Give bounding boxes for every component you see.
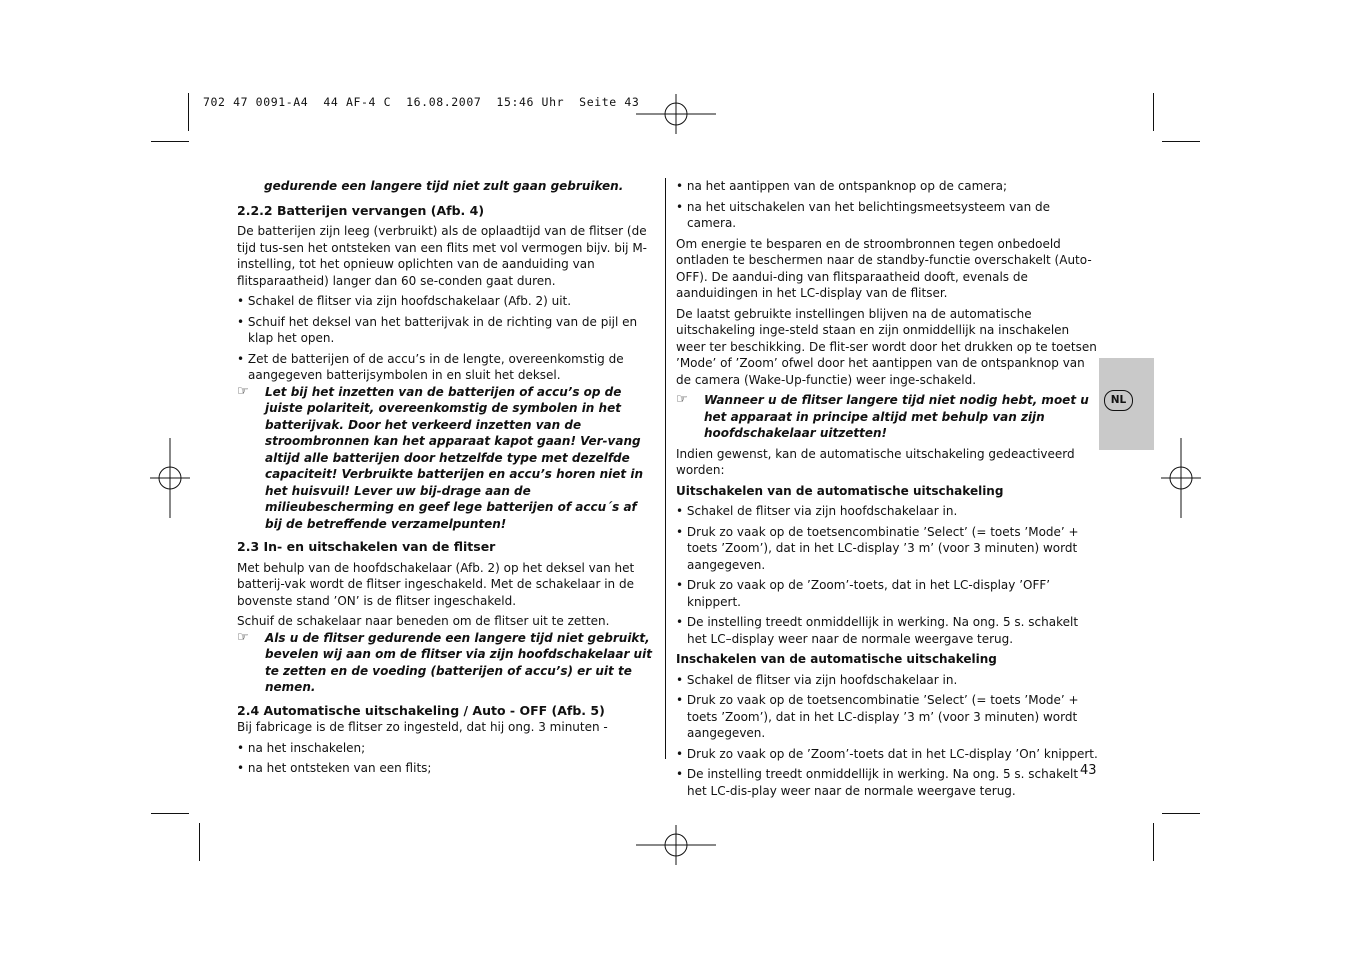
registration-mark-icon xyxy=(150,438,190,518)
pointing-hand-icon: ☞ xyxy=(237,629,249,645)
subheading-disable: Uitschakelen van de automatische uitschakeling xyxy=(676,483,1004,498)
right-column xyxy=(676,178,1100,799)
bullet-item: • Druk zo vaak op de toetsencombinatie ’Select’ (= toets ’Mode’ + toets ’Zoom’), dat in het LC-display ’3 m’ (voor 3 minuten) wordt aangegeven. xyxy=(676,693,1079,740)
pointing-hand-icon: ☞ xyxy=(237,383,249,399)
bullet-item: • Druk zo vaak op de toetsencombinatie ’Select’ (= toets ’Mode’ + toets ’Zoom’), dat in het LC-display ’3 m’ (voor 3 minuten) wordt aangegeven. xyxy=(676,524,1079,572)
note-block: ☞ Let bij het inzetten van de batterijen of accu’s op de juiste polariteit, overeenkomstig de symbolen in het batterijvak. Door het verkeerd inzetten van de stroombronnen kan het apparaat kapot gaan! Ver-vang altijd alle batterijen door hetzelfde type met dezelfde capaciteit! Verbruikte batterijen en accu’s horen niet in het huisvuil! Lever uw bij-drage aan de milieubescherming en geef lege batterijen of accu´s af bij de betreffende verzamelpunten! xyxy=(237,383,644,531)
subheading-enable: Inschakelen van de automatische uitschakeling xyxy=(676,652,997,666)
bullet-item: • Druk zo vaak op de ’Zoom’-toets, dat in het LC-display ’OFF’ knippert. xyxy=(676,578,1051,609)
note-block: ☞ Wanneer u de flitser langere tijd niet nodig hebt, moet u het apparaat in principe altijd met behulp van zijn hoofdschakelaar uitzetten! xyxy=(676,392,1089,440)
bullet-item: • De instelling treedt onmiddellijk in werking. Na ong. 5 s. schakelt het LC–display weer naar de normale weergave terug. xyxy=(676,615,1079,646)
crop-mark xyxy=(151,141,189,142)
bullet-item: • na het ontsteken van een flits; xyxy=(237,761,432,775)
bullet-item: • na het aantippen van de ontspanknop op de camera; xyxy=(676,179,1008,193)
crop-mark xyxy=(1162,813,1200,814)
heading-power: 2.3 In- en uitschakelen van de flitser xyxy=(237,539,496,554)
note-continued: gedurende een langere tijd niet zult gaan gebruiken. xyxy=(264,179,624,193)
paragraph: De laatst gebruikte instellingen blijven na de automatische uitschakeling inge-steld staan en zijn onmiddellijk na inschakelen weer ter beschikking. De flit-ser wordt door het drukken op te toetsen ’Mode’ of ’Zoom’ ofwel door het aantippen van de ontspanknop van de camera (Wake-Up-functie) weer inge-schakeld. xyxy=(676,306,1097,387)
bullet-item: • Schuif het deksel van het batterijvak in de richting van de pijl en klap het open. xyxy=(237,314,638,345)
bullet-item: • De instelling treedt onmiddellijk in werking. Na ong. 5 s. schakelt het LC-dis-play weer naar de normale weergave terug. xyxy=(676,767,1079,798)
paragraph: Bij fabricage is de flitser zo ingesteld, dat hij ong. 3 minuten - xyxy=(237,720,608,734)
print-slug: 702 47 0091-A4 44 AF-4 C 16.08.2007 15:46 Uhr Seite 43 xyxy=(203,95,640,109)
paragraph: Met behulp van de hoofdschakelaar (Afb. 2) op het deksel van het batterij-vak wordt de flitser ingeschakeld. Met de schakelaar in de bovenste stand ’ON’ is de flitser ingeschakeld. xyxy=(237,560,635,608)
registration-mark-icon xyxy=(636,825,716,865)
crop-mark xyxy=(151,813,189,814)
heading-auto-off: 2.4 Automatische uitschakeling / Auto - OFF (Afb. 5) xyxy=(237,702,605,718)
bullet-item: • na het uitschakelen van het belichtingsmeetsysteem van de camera. xyxy=(676,199,1051,230)
crop-mark xyxy=(1162,141,1200,142)
crop-mark xyxy=(199,823,200,861)
paragraph: Schuif de schakelaar naar beneden om de flitser uit te zetten. xyxy=(237,614,610,628)
pointing-hand-icon: ☞ xyxy=(676,392,688,407)
column-divider xyxy=(665,178,666,759)
page-number: 43 xyxy=(1080,763,1097,778)
registration-mark-icon xyxy=(1161,438,1201,518)
bullet-item: • Schakel de flitser via zijn hoofdschakelaar in. xyxy=(676,504,958,518)
crop-mark xyxy=(188,93,189,131)
paragraph: De batterijen zijn leeg (verbruikt) als de oplaadtijd van de flitser (de tijd tus-sen het ontsteken van een flits met vol vermogen bijv. bij M-instelling, tot het opnieuw oplichten van de aanduiding van flitsparaatheid) langer dan 60 se-conden gaat duren. xyxy=(237,224,648,288)
bullet-item: • Schakel de flitser via zijn hoofdschakelaar in. xyxy=(676,672,958,687)
bullet-item: • Druk zo vaak op de ’Zoom’-toets dat in het LC-display ’On’ knippert. xyxy=(676,746,1098,761)
bullet-item: • Schakel de flitser via zijn hoofdschakelaar (Afb. 2) uit. xyxy=(237,294,572,308)
bullet-item: • na het inschakelen; xyxy=(237,740,366,755)
crop-mark xyxy=(1153,823,1154,861)
crop-mark xyxy=(1153,93,1154,131)
paragraph: Om energie te besparen en de stroombronnen tegen onbedoeld ontladen te beschermen naar de standby-functie overschakelt (Auto-OFF). De aandui-ding van flitsparaatheid dooft, evenals de aanduidingen in het LC-display van de flitser. xyxy=(676,236,1092,300)
language-badge: NL xyxy=(1104,390,1133,411)
left-column xyxy=(237,178,657,777)
bullet-item: • Zet de batterijen of de accu’s in de lengte, overeenkomstig de aangegeven batterijsymbolen in en sluit het deksel. xyxy=(237,351,624,382)
heading-batteries: 2.2.2 Batterijen vervangen (Afb. 4) xyxy=(237,202,485,218)
registration-mark-icon xyxy=(636,94,716,134)
note-block: ☞ Als u de flitser gedurende een langere tijd niet gebruikt, bevelen wij aan om de flitser via zijn hoofdschakelaar uit te zetten en de voeding (batterijen of accu’s) er uit te nemen. xyxy=(237,629,652,694)
paragraph: Indien gewenst, kan de automatische uitschakeling gedeactiveerd worden: xyxy=(676,446,1075,477)
